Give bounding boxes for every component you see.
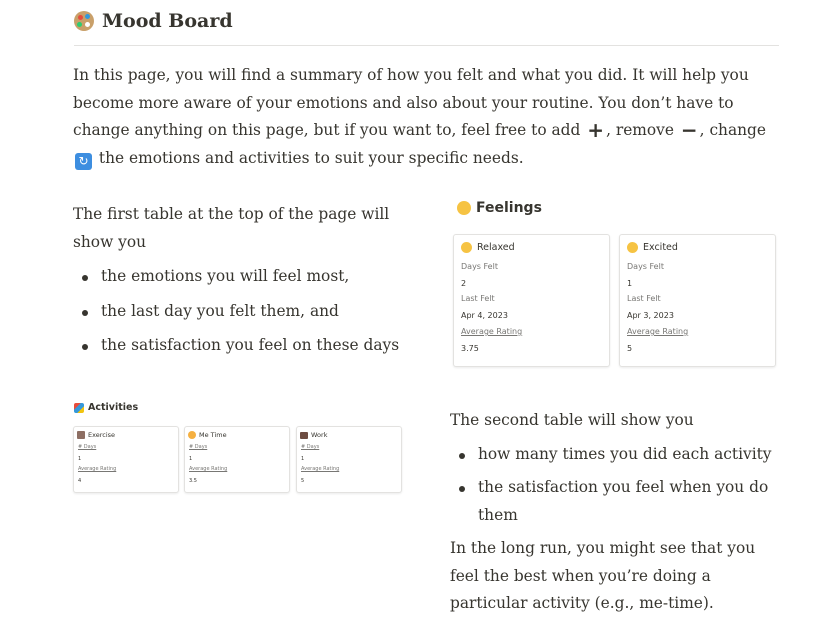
list-item: the satisfaction you feel on these days <box>73 332 403 360</box>
days-label: # Days <box>189 444 208 450</box>
average-rating-label: Average Rating <box>627 327 689 336</box>
card-title: Exercise <box>88 431 116 439</box>
first-table-bullets <box>73 263 403 360</box>
page-title[interactable]: Mood Board <box>102 10 233 32</box>
second-table-bullets <box>450 441 780 530</box>
page-header <box>74 6 233 36</box>
intro-text-3: , change <box>699 121 767 139</box>
feeling-card-relaxed[interactable] <box>453 234 610 367</box>
days-value: 1 <box>301 456 305 462</box>
briefcase-icon <box>300 432 308 439</box>
activities-heading[interactable]: Activities <box>74 402 138 413</box>
weightlifter-icon <box>77 431 85 439</box>
second-table-description[interactable] <box>450 407 780 618</box>
average-rating-label: Average Rating <box>78 466 117 472</box>
last-felt-value: Apr 4, 2023 <box>461 311 508 320</box>
feeling-card-excited[interactable] <box>619 234 776 367</box>
star-struck-face-icon <box>627 242 638 253</box>
plus-icon: + <box>587 118 605 142</box>
refresh-icon: ↻ <box>75 153 92 170</box>
average-rating-label: Average Rating <box>461 327 523 336</box>
intro-text-2: , remove <box>606 121 674 139</box>
closing-text: In the long run, you might see that you feel the best when you’re doing a particular activity (e.g., me-time). <box>450 539 756 612</box>
palette-icon <box>74 11 94 31</box>
list-item: the last day you felt them, and <box>73 298 403 326</box>
days-felt-label: Days Felt <box>627 262 664 271</box>
intro-paragraph[interactable] <box>73 62 785 172</box>
average-rating-value: 3.75 <box>461 344 479 353</box>
card-title: Me Time <box>199 431 227 439</box>
card-title: Work <box>311 431 328 439</box>
intro-text-4: the emotions and activities to suit your specific needs. <box>98 148 524 167</box>
feelings-heading[interactable]: Feelings <box>457 200 542 216</box>
list-item: how many times you did each activity <box>450 441 780 469</box>
days-value: 1 <box>189 456 193 462</box>
average-rating-value: 3.5 <box>189 478 197 484</box>
average-rating-value: 5 <box>301 478 305 484</box>
first-table-text: The first table at the top of the page will show you <box>73 205 390 251</box>
list-item: the satisfaction you feel when you do them <box>450 474 780 529</box>
relieved-face-icon <box>461 242 472 253</box>
average-rating-label: Average Rating <box>301 466 340 472</box>
days-felt-label: Days Felt <box>461 262 498 271</box>
title-divider <box>74 45 779 46</box>
days-label: # Days <box>301 444 320 450</box>
first-table-description[interactable] <box>73 201 403 360</box>
average-rating-value: 4 <box>78 478 82 484</box>
intro-text-1: In this page, you will find a summary of how you felt and what you did. It will help you become more aware of your emotions and also about your routine. You don’t have to change anything on this page, but if you want to, feel free to add <box>73 66 749 139</box>
card-title: Excited <box>643 242 678 253</box>
average-rating-label: Average Rating <box>189 466 228 472</box>
activity-card-work[interactable] <box>296 426 402 493</box>
average-rating-value: 5 <box>627 344 633 353</box>
juggling-icon <box>74 403 84 413</box>
last-felt-label: Last Felt <box>461 294 495 303</box>
last-felt-value: Apr 3, 2023 <box>627 311 674 320</box>
activity-card-me-time[interactable] <box>184 426 290 493</box>
card-title: Relaxed <box>477 242 515 253</box>
days-label: # Days <box>78 444 97 450</box>
last-felt-label: Last Felt <box>627 294 661 303</box>
second-table-text: The second table will show you <box>450 411 694 429</box>
list-item: the emotions you will feel most, <box>73 263 403 291</box>
days-felt-value: 2 <box>461 279 467 288</box>
days-felt-value: 1 <box>627 279 633 288</box>
smile-face-icon <box>457 201 471 215</box>
activity-card-exercise[interactable] <box>73 426 179 493</box>
minus-icon: − <box>680 118 698 142</box>
days-value: 1 <box>78 456 82 462</box>
meditation-icon <box>188 431 196 439</box>
